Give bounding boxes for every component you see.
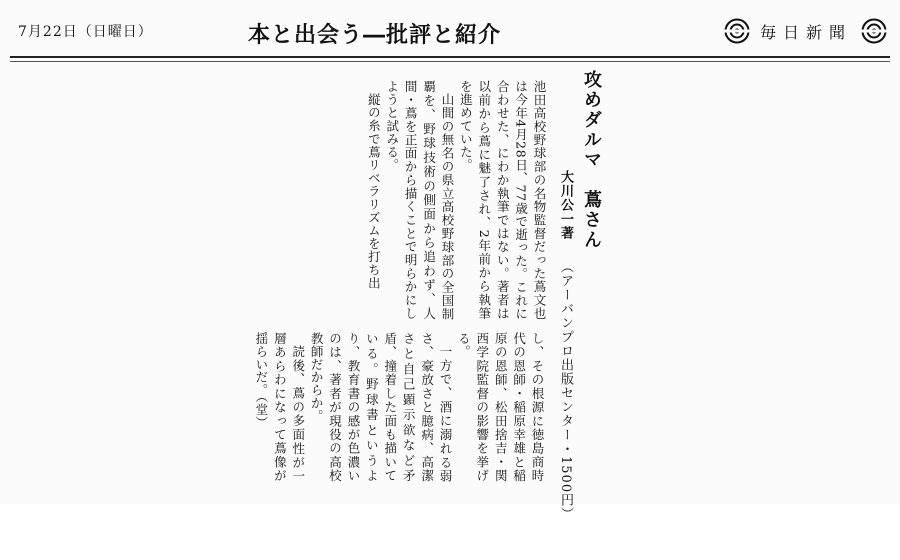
header-rule [10,56,890,58]
body-paragraph: 山間の無名の県立高校野球部の全国制覇を、野球技術の側面から追わず、人間・蔦を正面から描くことで明らかにしようと試みる。 [384,80,455,320]
article-headline: 攻めダルマ 蔦さん [581,70,602,250]
newspaper-logo-icon [724,18,750,44]
body-paragraph: 縦の糸で蔦リベラリズムを打ち出 [366,92,382,289]
article-body-lower [253,332,546,482]
publication-date: 7月22日（日曜日） [18,24,153,40]
section-title: 本と出会う―批評と紹介 [248,23,502,48]
header-rule-thin [10,61,890,62]
article-body-upper [323,80,548,320]
newspaper-name: 毎日新聞 [760,23,853,42]
body-paragraph: 読後、蔦の多面性が一層あらわになって蔦像が揺らいだ。（堂） [253,332,306,482]
body-paragraph: し、その根源に徳島商時代の恩師・稲原幸雄と稲原の恩師、松田捨吉・関西学院監督の影響を挙げる。 [456,332,545,482]
body-paragraph: 一方で、酒に溺れる弱さ、豪放さと臆病、高潔さと自己顕示欲など矛盾、撞着した面も描いている。野球書というより、教育書の感が色濃いのは、著者が現役の高校教師だからか。 [309,332,453,482]
newspaper-logo-icon [861,18,887,44]
article-publisher: （アーバンプロ出版センター・1500円） [558,260,573,522]
article-author: 大川公一著 [558,170,573,240]
book-review-article [253,70,616,522]
body-paragraph: 池田高校野球部の名物監督だった蔦文也は今年4月28日、77歳で逝った。これに合わせた、にわか執筆ではない。著者は以前から蔦に魅了され、2年前から執筆を進めていた。 [458,80,547,320]
